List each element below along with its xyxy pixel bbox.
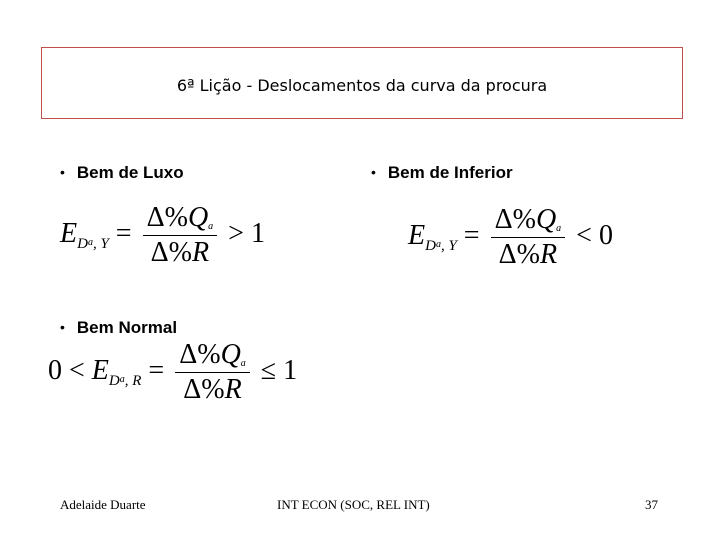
bullet-dot-icon: • (60, 164, 65, 180)
bullet-normal-label: Bem Normal (76, 318, 178, 337)
formula-relation: > 1 (228, 217, 265, 249)
slide-title: 6ª Lição - Deslocamentos da curva da procura (176, 76, 548, 95)
title-box (41, 47, 683, 119)
formula-luxo: $E_Da_{, Y}$ = $\frac{\Delta\%Qa}{\Delta\%R}$ > 1 (60, 202, 265, 268)
formula-relation: < 0 (576, 219, 613, 251)
elasticity-fraction: $\frac{\Delta\%Qa}{\Delta\%R}$ (491, 204, 566, 271)
footer-author: Adelaide Duarte (60, 497, 146, 512)
bullet-inferior (371, 163, 513, 183)
bullet-dot-icon: • (371, 164, 376, 180)
bullet-inferior-label: Bem de Inferior (387, 163, 513, 182)
bullet-luxo (60, 163, 184, 183)
footer-page-number: 37 (645, 497, 658, 512)
formula-normal: $0 < E_Da_{, R}$ = $\frac{\Delta\%Qa}{\Delta\%R}$ ≤ 1 (48, 339, 298, 405)
footer-course: INT ECON (SOC, REL INT) (277, 497, 430, 512)
elasticity-fraction: $\frac{\Delta\%Qa}{\Delta\%R}$ (175, 339, 250, 406)
formula-inferior: $E_Da_{, Y}$ = $\frac{\Delta\%Qa}{\Delta\%R}$ < 0 (408, 204, 613, 270)
formula-relation: ≤ 1 (260, 354, 298, 386)
elasticity-fraction: $\frac{\Delta\%Qa}{\Delta\%R}$ (143, 202, 218, 269)
bullet-luxo-label: Bem de Luxo (76, 163, 184, 182)
formula-prefix: 0 < (48, 354, 85, 386)
bullet-dot-icon: • (60, 319, 65, 335)
bullet-normal (60, 318, 177, 338)
